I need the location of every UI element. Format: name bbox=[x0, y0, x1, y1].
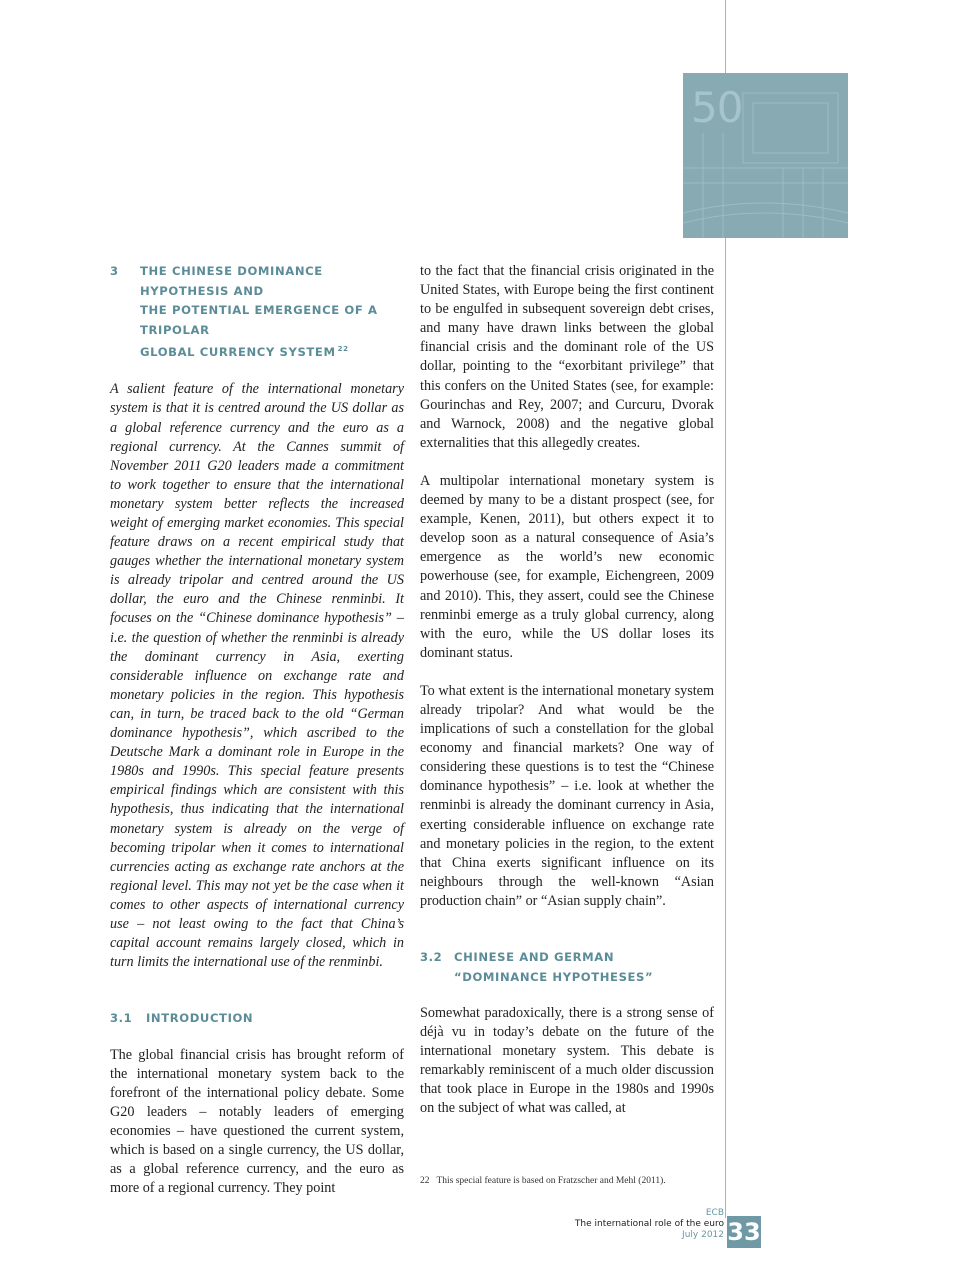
section-3-1-number: 3.1 bbox=[110, 1011, 133, 1026]
section-3-2-heading bbox=[420, 948, 714, 987]
right-column bbox=[420, 262, 714, 1119]
footer-date: July 2012 bbox=[682, 1230, 724, 1240]
footnote-text: This special feature is based on Fratzscher and Mehl (2011). bbox=[436, 1176, 666, 1186]
right-paragraph-1: to the fact that the financial crisis originated in the United States, with Europe being the first continent to be engulfed in subsequent sovereign debt crises, and many have drawn links between the global financial crisis and the dominant role of the US dollar, pointing to the “exorbitant privilege” that this confers on the United States (see, for example: Gourinchas and Rey, 2007; and Curcuru, Dvorak and Warnock, 2008) and the negative global externalities that this allegedly creates. bbox=[420, 263, 714, 451]
page-footer bbox=[575, 1208, 724, 1241]
footnote-number: 22 bbox=[420, 1176, 430, 1186]
section-3-2-paragraph: Somewhat paradoxically, there is a strong sense of déjà vu in today’s debate on the future of the international monetary system. This debate is remarkably reminiscent of a much older discussion that took place in Europe in the 1980s and 1990s on the subject of what was called, at bbox=[420, 1005, 714, 1117]
abstract-paragraph: A salient feature of the international monetary system is that it is centred around the US dollar as a global reference currency and the euro as a regional currency. At the Cannes summit of November 2011 G20 leaders made a commitment to work together to ensure that the international monetary system better reflects the increased weight of emerging market economies. This special feature draws on a recent empirical study that gauges whether the international monetary system is already tripolar and centred around the US dollar, the euro and the Chinese renminbi. It focuses on the “Chinese dominance hypothesis” – i.e. the question of whether the renminbi is already the dominant currency in Asia, exerting considerable influence on exchange rate and monetary policies in the region. This hypothesis can, in turn, be traced back to the old “German dominance hypothesis”, which ascribed to the Deutsche Mark a dominant role in Europe in the 1980s and 1990s. This special feature presents empirical findings which are consistent with this hypothesis, thus indicating that the international monetary system is already on the verge of becoming tripolar when it comes to international currencies acting as exchange rate anchors at the regional level. This may not yet be the case when it comes to other aspects of international currency use – not least owing to the fact that China’s capital account remains largely closed, which in turn limits the international use of the renminbi. bbox=[110, 381, 404, 971]
right-paragraph-3: To what extent is the international monetary system already tripolar? And what would be the implications of such a constellation for the global economy and financial markets? One way of considering these questions is to test the “Chinese dominance hypothesis” – i.e. look at whether the renminbi is already the dominant currency in Asia, exerting considerable influence on exchange rate and monetary policies in the region, to the extent that China exerts significant influence on its neighbours through the well-known “Asian production chain” or “Asian supply chain”. bbox=[420, 682, 714, 909]
section-3-2-number: 3.2 bbox=[420, 950, 443, 964]
section-3-2-title bbox=[454, 948, 653, 987]
section-3-1-heading bbox=[110, 1009, 404, 1029]
section-3-title-line-2: THE POTENTIAL EMERGENCE OF A TRIPOLAR bbox=[140, 303, 378, 337]
section-3-number: 3 bbox=[110, 264, 119, 278]
section-3-heading bbox=[110, 262, 404, 362]
footer-org: ECB bbox=[705, 1208, 724, 1218]
page-number: 33 bbox=[727, 1218, 761, 1246]
section-3-title bbox=[140, 262, 404, 362]
section-3-2-title-line-1: CHINESE AND GERMAN bbox=[454, 950, 615, 964]
footnote bbox=[420, 1176, 666, 1186]
footnote-ref: 22 bbox=[337, 345, 349, 353]
section-3-title-line-3: GLOBAL CURRENCY SYSTEM bbox=[140, 344, 336, 359]
banknote-image bbox=[683, 73, 848, 238]
section-3-1-title: INTRODUCTION bbox=[146, 1011, 254, 1026]
left-column bbox=[110, 262, 404, 1199]
right-paragraph-2: A multipolar international monetary system is deemed by many to be a distant prospect (see, for example, Kenen, 2011), but others expect it to develop soon as a natural consequence of Asia’s emergence as the world’s new economic powerhouse (see, for example, Eichengreen, 2009 and 2010). This, they assert, could see the Chinese renminbi emerge as a truly global currency, along with the euro, while the US dollar loses its dominant status. bbox=[420, 472, 714, 661]
intro-paragraph: The global financial crisis has brought reform of the international monetary system back to the forefront of the international policy debate. Some G20 leaders – notably leaders of emerging economies – have questioned the current system, which is based on a single currency, the US dollar, as a global reference currency, and the euro as more of a regional currency. They point bbox=[110, 1046, 404, 1197]
section-3-2-title-line-2: “DOMINANCE HYPOTHESES” bbox=[454, 969, 654, 984]
banknote-denomination: 50 bbox=[691, 83, 743, 132]
footer-title: The international role of the euro bbox=[574, 1219, 724, 1229]
section-3-title-line-1: THE CHINESE DOMINANCE HYPOTHESIS AND bbox=[140, 264, 323, 298]
